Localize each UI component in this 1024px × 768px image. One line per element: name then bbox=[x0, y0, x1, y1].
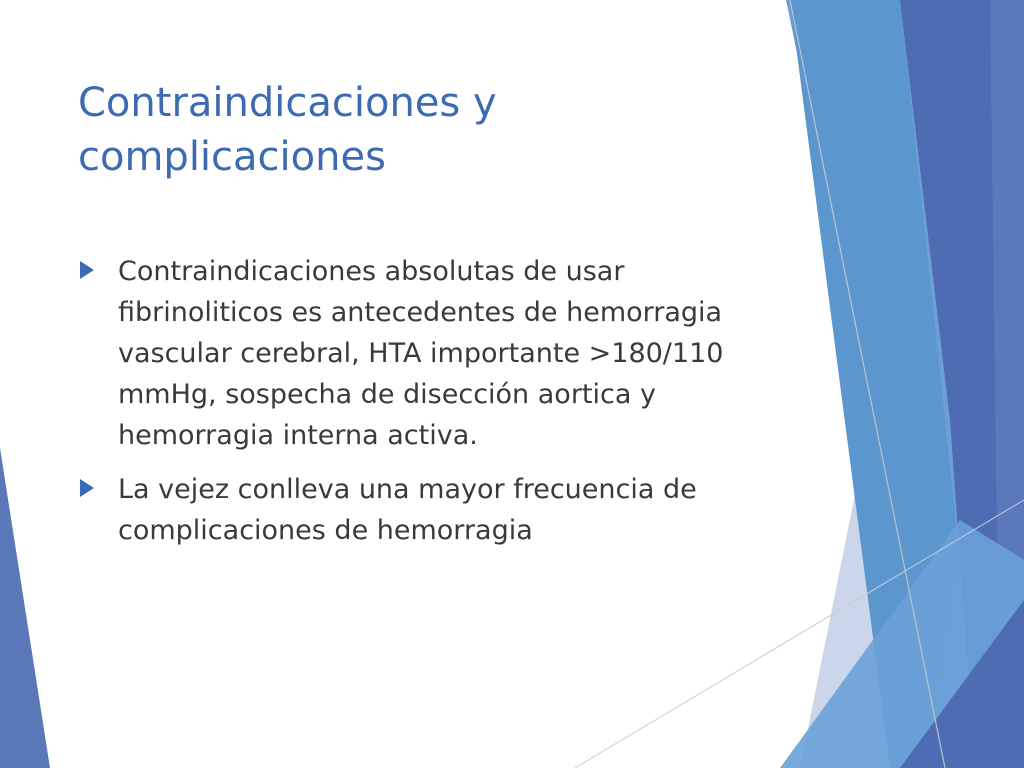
bullet-item bbox=[78, 469, 778, 551]
slide-title: Contraindicaciones y complicaciones bbox=[78, 80, 497, 180]
triangle-bullet-icon bbox=[80, 479, 94, 497]
bullet-text: La vejez conlleva una mayor frecuencia de complicaciones de hemorragia bbox=[118, 474, 697, 546]
triangle-bullet-icon bbox=[80, 261, 94, 279]
left-accent-shape bbox=[0, 448, 50, 768]
bullet-item bbox=[78, 251, 778, 456]
bullet-list bbox=[78, 251, 778, 564]
bullet-text: Contraindicaciones absolutas de usar fibrinoliticos es antecedentes de hemorragia vascular cerebral, HTA importante >180/110 mmHg, sospecha de disección aortica y hemorragia interna activa. bbox=[118, 256, 724, 451]
